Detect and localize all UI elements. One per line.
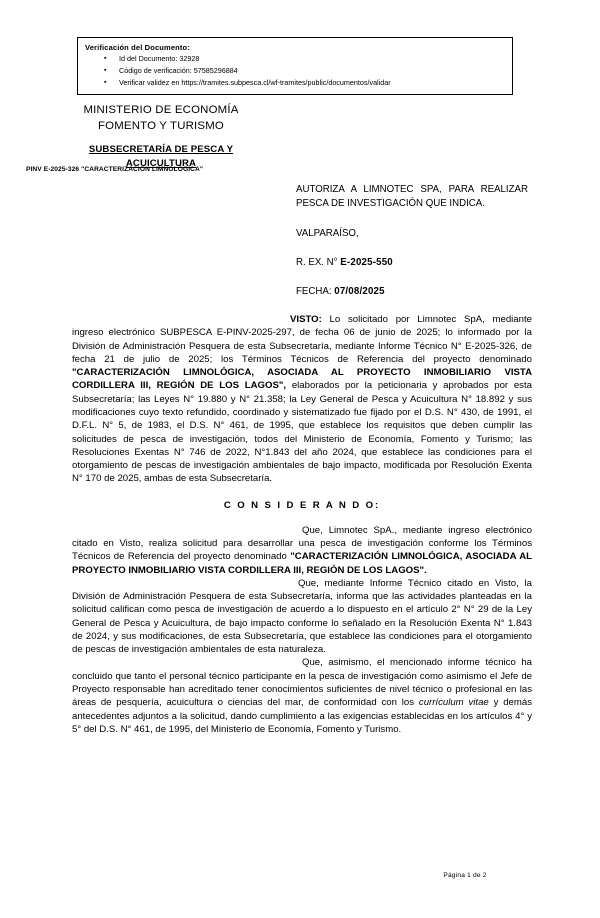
bullet-icon: ▪ [104, 78, 107, 86]
resolution-number-line [296, 256, 528, 270]
city-line: VALPARAÍSO, [296, 227, 359, 239]
verification-list [85, 53, 506, 88]
list-item [85, 65, 506, 77]
resolution-number: E-2025-550 [340, 257, 393, 269]
list-item [85, 77, 506, 89]
considerando-paragraph-1 [72, 524, 532, 577]
considerando-3-text-part-1: Que, asimismo, el mencionado informe técnico ha concluido que tanto el personal técnico participante en la pesca de investigación como asimismo el Jefe de Proyecto responsable han acreditado tener conocimientos suficientes de nivel técnico o profesional en las áreas de pesquería, acuicultura o ciencias del mar, de conformidad con los [72, 657, 532, 709]
ministry-line-1: MINISTERIO DE ECONOMÍA [83, 104, 239, 116]
verification-document-id: Id del Documento: 32928 [119, 54, 200, 64]
list-item [85, 53, 506, 65]
considerando-3-italic-term: currículum vitae [418, 697, 489, 709]
verification-code: Código de verificación: 57585296884 [119, 66, 238, 76]
verification-title: Verificación del Documento: [85, 43, 190, 52]
visto-text-part-1: Lo solicitado por Limnotec SpA, mediante ingreso electrónico SUBPESCA E-PINV-2025-297, de fecha 06 de junio de 2025; lo informado por la División de Administración Pesquera de esta Subsecretaría, mediante Informe Técnico N° E-2025-326, de fecha 21 de julio de 2025; los Términos Técnicos de Referencia del proyecto denominado [72, 314, 532, 365]
considerando-1-project-name: "CARACTERIZACIÓN LIMNOLÓGICA, ASOCIADA AL PROYECTO INMOBILIARIO VISTA CORDILLERA III, REGIÓN DE LOS LAGOS". [72, 551, 532, 576]
bullet-icon: ▪ [104, 55, 107, 63]
date-label: FECHA: [296, 286, 332, 298]
pinv-reference: PINV E-2025-326 "CARACTERIZACIÓN LIMNOLÓGICA" [26, 166, 204, 173]
resolution-label: R. EX. N° [296, 257, 338, 269]
considerando-2-text: Que, mediante Informe Técnico citado en Visto, la División de Administración Pesquera de esta Subsecretaría, informa que las actividades planteadas en la solicitud califican como pesca de investigación de acuerdo a lo dispuesto en el artículo 2° N° 29 de la Ley General de Pesca y Acuicultura, de bajo impacto conforme lo señalado en la Resolución Exenta N° 1.843 de 2024, y sus modificaciones, de esta Subsecretaría, que establece las condiciones para el otorgamiento de pescas de investigación ambientales de esta naturaleza. [72, 577, 532, 656]
page-number-label: Página 1 de 2 [443, 872, 487, 879]
visto-text-part-2: elaborados por la peticionaria y aprobados por esta Subsecretaría; las Leyes N° 19.880 y N° 21.358; la Ley General de Pesca y Acuicultura N° 18.892 y sus modificaciones cuyo texto refundido, coordinado y sistematizado fue fijado por el D.S. N° 430, de 1991, el D.F.L. N° 5, de 1983, el D.S. N° 461, de 1995, que establece los requisitos que deben cumplir las solicitudes de pesca de investigación, todos del Ministerio de Economía, Fomento y Turismo; las Resoluciones Exentas N° 746 de 2022, N°1.843 del año 2024, que establece las condiciones para el otorgamiento de pescas de investigación ambientales de bajo impacto, modificada por Resolución Exenta N° 170 de 2025, ambas de esta Subsecretaría. [72, 380, 532, 485]
document-body [72, 313, 532, 736]
subsecretaria-line-2: ACUICULTURA [125, 157, 197, 169]
visto-label: VISTO: [290, 314, 322, 325]
visto-project-name: "CARACTERIZACIÓN LIMNOLÓGICA, ASOCIADA AL PROYECTO INMOBILIARIO VISTA CORDILLERA III, REGIÓN DE LOS LAGOS", [72, 367, 532, 392]
document-subject: AUTORIZA A LIMNOTEC SPA, PARA REALIZAR PESCA DE INVESTIGACIÓN QUE INDICA. [296, 184, 528, 210]
date-value: 07/08/2025 [334, 286, 385, 298]
considerando-heading: C O N S I D E R A N D O: [223, 499, 381, 511]
verification-url: Verificar validez en https://tramites.subpesca.cl/wf-tramites/public/documentos/validar [119, 77, 391, 87]
letterhead [28, 102, 294, 170]
considerando-3-text-part-2: y demás antecedentes adjuntos a la solicitud, dando cumplimiento a las exigencias establecidas en los artículos 4° y 5° del D.S. N° 461, de 1995, del Ministerio de Economía, Fomento y Turismo. [72, 697, 532, 735]
visto-paragraph [72, 313, 532, 486]
bullet-icon: ▪ [104, 67, 107, 75]
document-verification-box [77, 37, 513, 95]
ministry-line-2: FOMENTO Y TURISMO [98, 120, 224, 133]
considerando-paragraph-3 [72, 656, 532, 736]
resolution-title-block [296, 183, 528, 300]
considerando-1-text: Que, Limnotec SpA., mediante ingreso electrónico citado en Visto, realiza solicitud para desarrollar una pesca de investigación conforme los Términos Técnicos de Referencia del proyecto denominado [72, 524, 532, 563]
considerando-paragraph-2 [72, 577, 532, 657]
subsecretaria-line-1: SUBSECRETARÍA DE PESCA Y [88, 144, 234, 156]
date-line [296, 285, 528, 299]
page-footer [0, 872, 600, 879]
